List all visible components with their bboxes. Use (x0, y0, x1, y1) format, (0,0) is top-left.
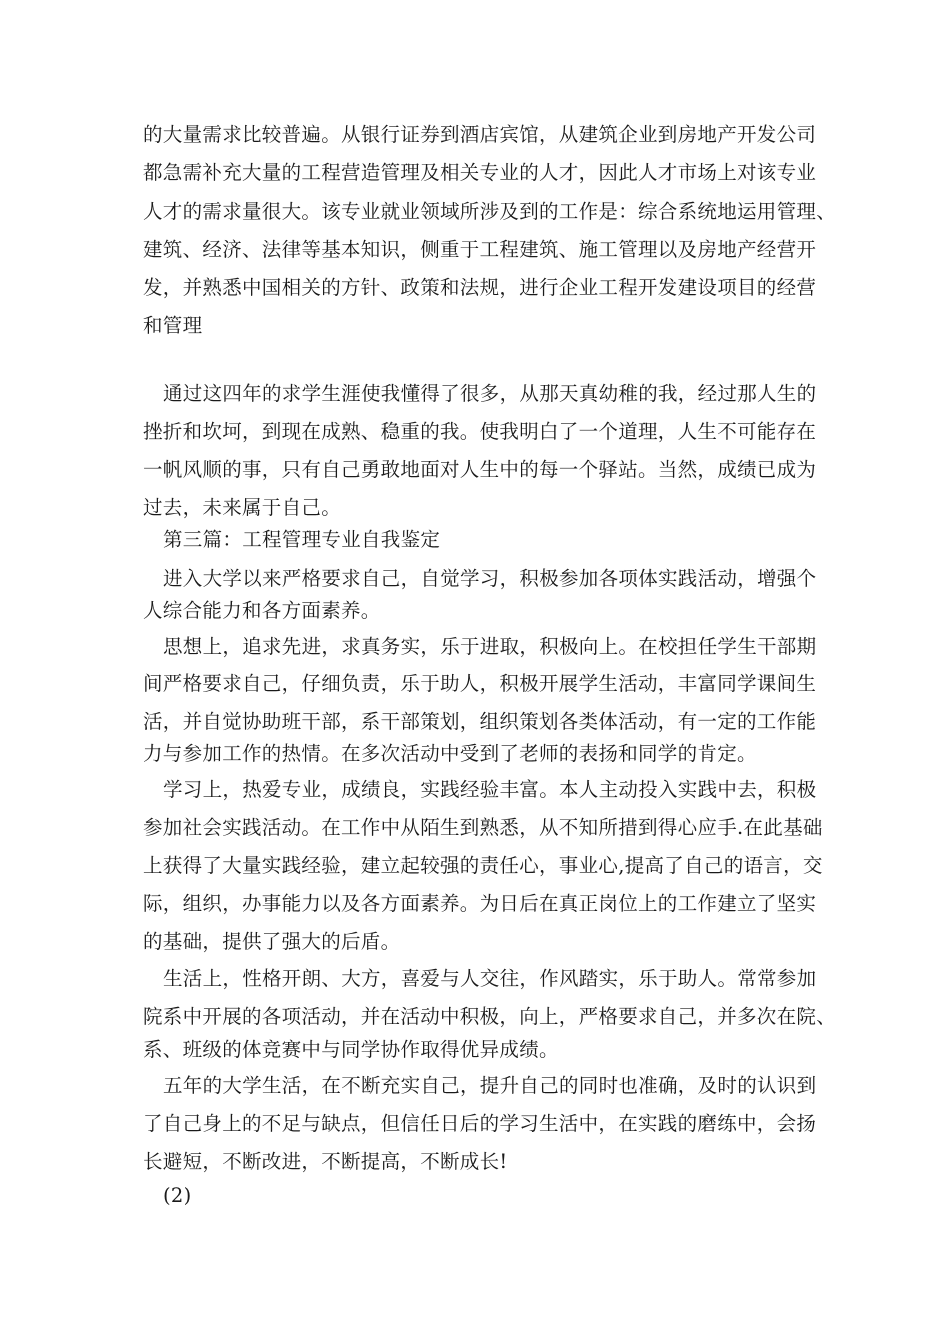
paragraph-line: 进入大学以来严格要求自己，自觉学习，积极参加各项体实践活动，增强个 (163, 567, 817, 590)
paragraph-line: 都急需补充大量的工程营造管理及相关专业的人才，因此人才市场上对该专业 (143, 161, 817, 184)
paragraph-line: 生活上，性格开朗、大方，喜爱与人交往，作风踏实，乐于助人。常常参加 (163, 967, 817, 990)
paragraph-line: 发，并熟悉中国相关的方针、政策和法规，进行企业工程开发建设项目的经营 (143, 276, 817, 299)
paragraph-line: 五年的大学生活，在不断充实自己，提升自己的同时也准确，及时的认识到 (163, 1074, 817, 1097)
paragraph-line: 了自己身上的不足与缺点，但信任日后的学习生活中，在实践的磨练中，会扬 (143, 1112, 817, 1135)
paragraph-line: 的大量需求比较普遍。从银行证券到酒店宾馆，从建筑企业到房地产开发公司 (143, 123, 817, 146)
paragraph-line: 长避短，不断改进，不断提高，不断成长! (143, 1150, 508, 1173)
paragraph-line: 系、班级的体竞赛中与同学协作取得优异成绩。 (143, 1038, 559, 1061)
paragraph-line: 人才的需求量很大。该专业就业领域所涉及到的工作是：综合系统地运用管理、 (143, 200, 837, 223)
paragraph-line: 学习上，热爱专业，成绩良，实践经验丰富。本人主动投入实践中去，积极 (163, 778, 817, 801)
paragraph-line: 挫折和坎坷，到现在成熟、稳重的我。使我明白了一个道理，人生不可能存在 (143, 420, 817, 443)
paragraph-line: 通过这四年的求学生涯使我懂得了很多，从那天真幼稚的我，经过那人生的 (163, 382, 817, 405)
paragraph-line: 院系中开展的各项活动，并在活动中积极，向上，严格要求自己，并多次在院、 (143, 1005, 837, 1028)
paragraph-line: 过去，未来属于自己。 (143, 496, 342, 519)
paragraph-line: 一帆风顺的事，只有自己勇敢地面对人生中的每一个驿站。当然，成绩已成为 (143, 458, 817, 481)
paragraph-line: 力与参加工作的热情。在多次活动中受到了老师的表扬和同学的肯定。 (143, 742, 757, 765)
paragraph-line: 思想上，追求先进，求真务实，乐于进取，积极向上。在校担任学生干部期 (163, 635, 817, 658)
paragraph-line: 际，组织，办事能力以及各方面素养。为日后在真正岗位上的工作建立了坚实 (143, 892, 817, 915)
paragraph-line: 间严格要求自己，仔细负责，乐于助人，积极开展学生活动，丰富同学课间生 (143, 672, 817, 695)
section-heading: 第三篇：工程管理专业自我鉴定 (163, 528, 441, 551)
paragraph-line: 建筑、经济、法律等基本知识，侧重于工程建筑、施工管理以及房地产经营开 (143, 238, 817, 261)
paragraph-line: 活，并自觉协助班干部，系干部策划，组织策划各类体活动，有一定的工作能 (143, 710, 817, 733)
paragraph-line: 人综合能力和各方面素养。 (143, 599, 381, 622)
page-number-marker: (2) (163, 1184, 192, 1207)
paragraph-line: 参加社会实践活动。在工作中从陌生到熟悉，从不知所措到得心应手.在此基础 (143, 816, 823, 839)
paragraph-line: 上获得了大量实践经验，建立起较强的责任心，事业心,提高了自己的语言，交 (143, 854, 823, 877)
paragraph-line: 的基础，提供了强大的后盾。 (143, 930, 401, 953)
paragraph-line: 和管理 (143, 314, 203, 337)
